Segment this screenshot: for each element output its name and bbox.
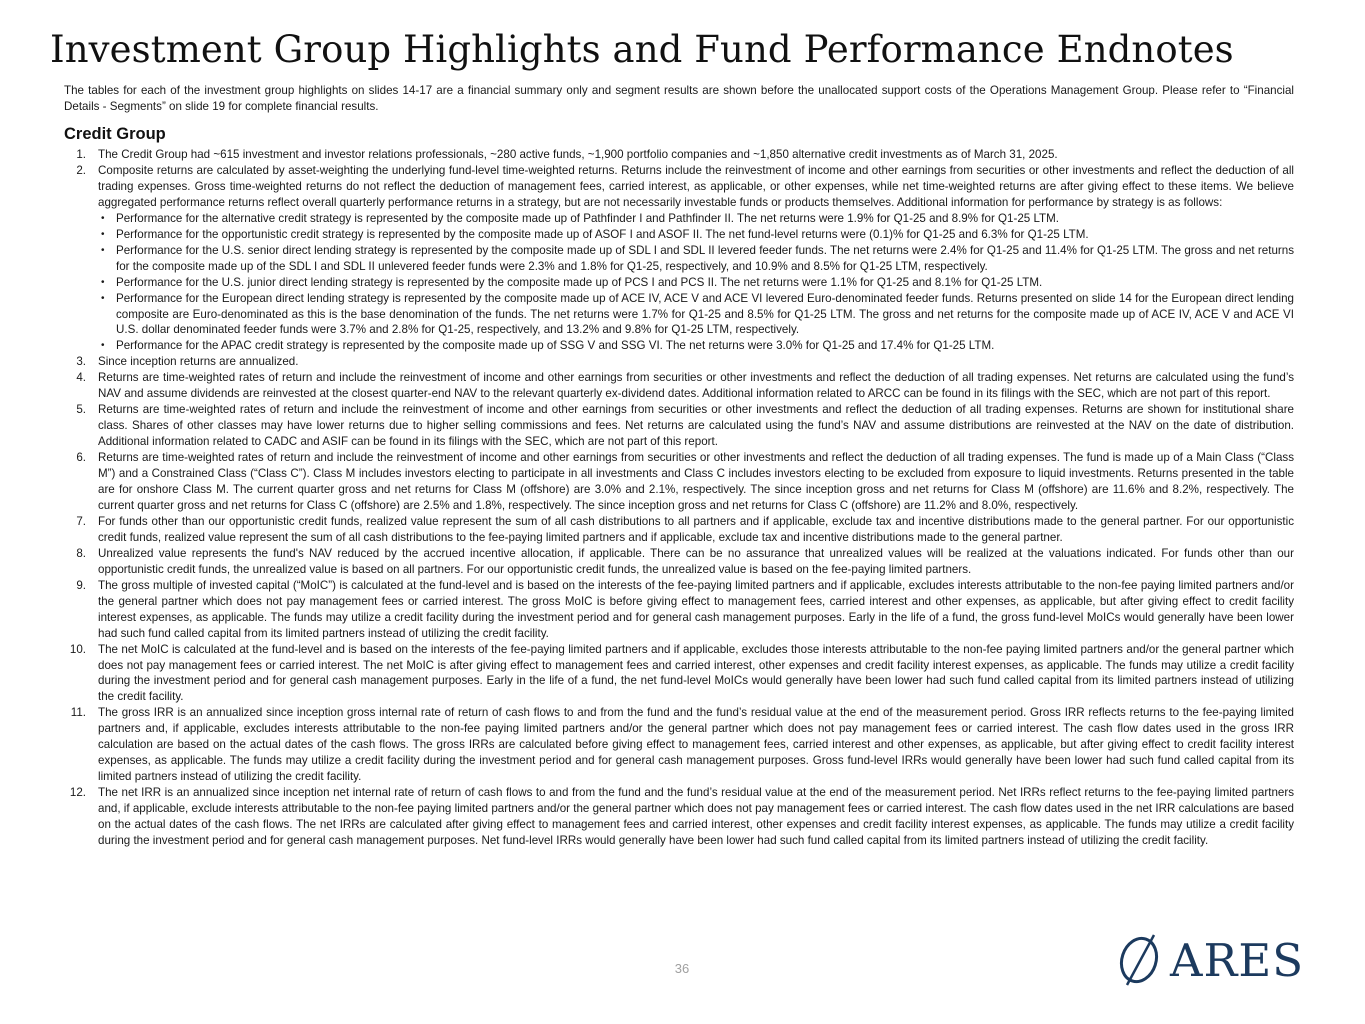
endnotes-list <box>64 147 1294 849</box>
strategy-bullet-apac-credit <box>98 338 1294 354</box>
strategy-performance-list <box>98 211 1294 355</box>
endnote-number: 5. <box>76 403 86 417</box>
page-number: 36 <box>674 961 690 976</box>
strategy-bullet-text: Performance for the APAC credit strategy is represented by the composite made up of SSG V and SSG VI. The net returns were 3.0% for Q1-25 and 17.4% for Q1-25 LTM. <box>116 339 995 353</box>
bullet-icon: • <box>101 292 105 304</box>
bullet-icon: • <box>101 276 105 288</box>
bullet-icon: • <box>101 244 105 256</box>
intro-paragraph: The tables for each of the investment group highlights on slides 14-17 are a financial summary only and segment results are shown before the unallocated support costs of the Operations Management Group. Please refer to “Financial Details - Segments” on slide 19 for complete financial results. <box>64 84 1294 113</box>
strategy-bullet-text: Performance for the European direct lending strategy is represented by the composite made up of ACE IV, ACE V and ACE VI levered Euro-denominated feeder funds. Returns presented on slide 14 for the European direct lending composite are Euro-denominated as this is the base denomination of the funds. The net returns were 1.7% for Q1-25 and 8.5% for Q1-25 LTM. The gross and net returns for the composite made up of ACE IV, ACE V and ACE VI U.S. dollar denominated feeder funds were 3.7% and 2.8% for Q1-25, respectively, and 13.2% and 9.8% for Q1-25 LTM, respectively. <box>116 291 1294 337</box>
endnote-7 <box>64 514 1294 546</box>
endnote-number: 9. <box>76 578 86 592</box>
endnote-text: Unrealized value represents the fund's NAV reduced by the accrued incentive allocation, if applicable. There can be no assurance that unrealized values will be realized at the valuations indicated. For funds other than our opportunistic credit funds, the unrealized value is based on all partners. For our opportunistic credit funds, the unrealized value is based on the fee-paying limited partners. <box>98 546 1294 576</box>
section-title-credit-group: Credit Group <box>64 125 166 143</box>
bullet-icon: • <box>101 228 105 240</box>
strategy-bullet-text: Performance for the opportunistic credit strategy is represented by the composite made up of ASOF I and ASOF II. The net fund-level returns were (0.1)% for Q1-25 and 6.3% for Q1-25 LTM. <box>116 227 1089 241</box>
endnote-text: The net IRR is an annualized since inception net internal rate of return of cash flows to and from the fund and the fund’s residual value at the end of the measurement period. Net IRRs reflect returns to the fee-paying limited partners and, if applicable, exclude interests attributable to the non-fee paying limited partners and/or the general partner which does not pay management fees or carried interest. The cash flow dates used in the net IRR calculations are based on the actual dates of the cash flows. The net IRRs are calculated after giving effect to management fees and carried interest, other expenses and credit facility interest expenses, as applicable. The funds may utilize a credit facility during the investment period and for general cash management purposes. Net fund-level IRRs would generally have been lower had such fund called capital from its limited partners instead of utilizing the credit facility. <box>98 786 1294 847</box>
endnote-number: 12. <box>69 786 86 800</box>
endnote-2 <box>64 163 1294 354</box>
endnote-number: 6. <box>76 451 86 465</box>
endnote-text: Returns are time-weighted rates of return and include the reinvestment of income and other earnings from securities or other investments and reflect the deduction of all trading expenses. Returns are shown for institutional share class. Shares of other classes may have lower returns due to higher selling commissions and fees. Net returns are calculated using the fund’s NAV and assume distributions are reinvested at the NAV on the date of distribution. Additional information related to CADC and ASIF can be found in its filings with the SEC, which are not part of this report. <box>98 403 1294 449</box>
bullet-icon: • <box>101 212 105 224</box>
endnote-1 <box>64 147 1294 163</box>
endnote-number: 2. <box>76 163 86 177</box>
endnote-number: 3. <box>76 355 86 369</box>
endnote-text: Returns are time-weighted rates of return and include the reinvestment of income and other earnings from securities or other investments and reflect the deduction of all trading expenses. The fund is made up of a Main Class (“Class M”) and a Constrained Class (“Class C”). Class M includes investors electing to participate in all investments and Class C includes investors electing to be excluded from exposure to liquid investments. Returns presented in the table are for onshore Class M. The current quarter gross and net returns for Class M (offshore) are 3.0% and 2.1%, respectively. The since inception gross and net returns for Class M (offshore) are 11.6% and 8.2%, respectively. The current quarter gross and net returns for Class C (offshore) are 2.5% and 1.8%, respectively. The since inception gross and net returns for Class C (offshore) are 11.2% and 8.0%, respectively. <box>98 451 1294 512</box>
endnote-text: Composite returns are calculated by asset-weighting the underlying fund-level time-weighted returns. Returns include the reinvestment of income and other earnings from securities or other investments and reflect the deduction of all trading expenses. Gross time-weighted returns do not reflect the deduction of management fees, carried interest, as applicable, or other expenses, while net time-weighted returns are after giving effect to these items. We believe aggregated performance returns reflect overall quarterly performance returns in a strategy, but are not necessarily investable funds or products themselves. Additional information for performance by strategy is as follows: <box>98 163 1294 209</box>
page-title: Investment Group Highlights and Fund Performance Endnotes <box>50 28 1234 71</box>
endnote-number: 8. <box>76 546 86 560</box>
ares-logo <box>1116 930 1306 990</box>
strategy-bullet-text: Performance for the alternative credit strategy is represented by the composite made up of Pathfinder I and Pathfinder II. The net returns were 1.9% for Q1-25 and 8.9% for Q1-25 LTM. <box>116 211 1060 225</box>
endnote-text: The net MoIC is calculated at the fund-level and is based on the interests of the fee-paying limited partners and if applicable, excludes those interests attributable to the non-fee paying limited partners and/or the general partner which does not pay management fees or carried interest. The net MoIC is after giving effect to management fees and carried interest, other expenses and credit facility interest expenses, as applicable. The funds may utilize a credit facility during the investment period and for general cash management purposes. Early in the life of a fund, the net fund-level MoICs would generally have been lower had such fund called capital from its limited partners instead of utilizing the credit facility. <box>98 642 1294 704</box>
endnote-number: 1. <box>76 148 86 161</box>
endnote-number: 11. <box>70 706 86 720</box>
endnote-number: 10. <box>69 642 86 656</box>
strategy-bullet-text: Performance for the U.S. junior direct lending strategy is represented by the composite made up of PCS I and PCS II. The net returns were 1.1% for Q1-25 and 8.1% for Q1-25 LTM. <box>116 275 1043 289</box>
strategy-bullet-us-senior-direct-lending <box>98 243 1294 275</box>
endnote-text: The gross multiple of invested capital (“MoIC”) is calculated at the fund-level and is based on the interests of the fee-paying limited partners and if applicable, excludes interests attributable to the non-fee paying limited partners and/or the general partner which does not pay management fees or carried interest. The gross MoIC is before giving effect to management fees, carried interest and other expenses, as applicable, but after giving effect to credit facility interest expenses, as applicable. The funds may utilize a credit facility during the investment period and for general cash management purposes. Early in the life of a fund, the gross fund-level MoICs would generally have been lower had such fund called capital from its limited partners instead of utilizing the credit facility. <box>98 578 1294 640</box>
bullet-icon: • <box>101 340 105 352</box>
strategy-bullet-us-junior-direct-lending <box>98 275 1294 291</box>
endnote-number: 7. <box>76 514 86 528</box>
endnote-8 <box>64 546 1294 578</box>
endnote-5 <box>64 402 1294 450</box>
endnote-9 <box>64 578 1294 642</box>
strategy-bullet-text: Performance for the U.S. senior direct lending strategy is represented by the composite made up of SDL I and SDL II levered feeder funds. The net returns were 2.4% for Q1-25 and 11.4% for Q1-25 LTM. The gross and net returns for the composite made up of the SDL I and SDL II unlevered feeder funds were 2.3% and 1.8% for Q1-25, respectively, and 10.9% and 8.5% for Q1-25 LTM, respectively. <box>116 243 1294 273</box>
endnote-text: Since inception returns are annualized. <box>98 355 299 369</box>
endnote-3 <box>64 354 1294 370</box>
endnote-6 <box>64 450 1294 514</box>
strategy-bullet-alternative-credit <box>98 211 1294 227</box>
endnote-text: For funds other than our opportunistic credit funds, realized value represent the sum of all cash distributions to all partners and if applicable, exclude tax and incentive distributions made to the general partner. For our opportunistic credit funds, realized value represent the sum of all cash distributions to the fee-paying limited partners and if applicable, exclude tax and incentive distributions made to the general partner. <box>98 514 1294 544</box>
endnote-text: Returns are time-weighted rates of return and include the reinvestment of income and other earnings from securities or other investments and reflect the deduction of all trading expenses. Net returns are calculated using the fund’s NAV and assume dividends are reinvested at the closest quarter-end NAV to the relevant quarterly ex-dividend dates. Additional information related to ARCC can be found in its filings with the SEC, which are not part of this report. <box>98 371 1294 401</box>
ares-emblem-icon <box>1116 930 1166 990</box>
endnote-12 <box>64 785 1294 849</box>
endnote-11 <box>64 705 1294 785</box>
endnote-text: The gross IRR is an annualized since inception gross internal rate of return of cash flows to and from the fund and the fund’s residual value at the end of the measurement period. Gross IRR reflects returns to the fee-paying limited partners and, if applicable, excludes interests attributable to the non-fee paying limited partners and/or the general partner which does not pay management fees or carried interest. The cash flow dates used in the gross IRR calculation are based on the actual dates of the cash flows. The gross IRRs are calculated before giving effect to management fees, carried interest and other expenses, as applicable, but after giving effect to credit facility interest expenses, as applicable. The funds may utilize a credit facility during the investment period and for general cash management purposes. Gross fund-level IRRs would generally have been lower had such fund called capital from its limited partners instead of utilizing the credit facility. <box>98 706 1294 784</box>
ares-logo-wordmark: ARES <box>1170 934 1305 987</box>
endnote-number: 4. <box>76 371 86 385</box>
strategy-bullet-european-direct-lending <box>98 291 1294 339</box>
strategy-bullet-opportunistic-credit <box>98 227 1294 243</box>
endnote-text: The Credit Group had ~615 investment and investor relations professionals, ~280 active funds, ~1,900 portfolio companies and ~1,850 alternative credit investments as of March 31, 2025. <box>98 148 1058 161</box>
endnote-10 <box>64 642 1294 706</box>
endnote-4 <box>64 370 1294 402</box>
